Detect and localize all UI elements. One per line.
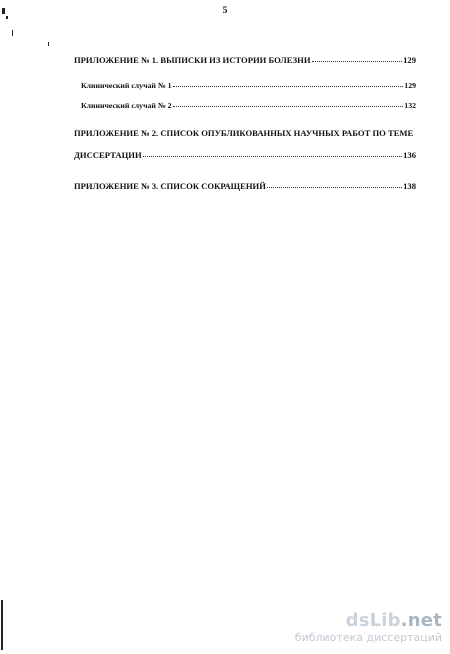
toc-entry-appendix-1[interactable] bbox=[74, 55, 416, 65]
watermark-logo bbox=[262, 611, 442, 631]
toc-leader-dots bbox=[173, 85, 404, 87]
toc-entry-page: 138 bbox=[403, 181, 416, 191]
toc-entry-page: 132 bbox=[404, 101, 416, 110]
toc-leader-dots bbox=[267, 186, 402, 188]
toc-entry-label: Клинический случай № 2 bbox=[81, 101, 172, 110]
toc-entry-label: Клинический случай № 1 bbox=[81, 81, 172, 90]
toc-entry-label: ДИССЕРТАЦИИ bbox=[74, 150, 142, 160]
toc-entry-page: 136 bbox=[403, 150, 416, 160]
toc-entry-page: 129 bbox=[403, 55, 416, 65]
toc-leader-dots bbox=[143, 155, 402, 157]
watermark bbox=[262, 611, 442, 644]
toc-entry-page: 129 bbox=[404, 81, 416, 90]
watermark-logo-main: dsLib bbox=[345, 610, 401, 631]
toc-leader-dots bbox=[173, 105, 404, 107]
watermark-tagline: библиотека диссертаций bbox=[294, 631, 442, 644]
toc-entry-label: ПРИЛОЖЕНИЕ № 1. ВЫПИСКИ ИЗ ИСТОРИИ БОЛЕЗНИ bbox=[74, 55, 311, 65]
toc-entry-case-1[interactable] bbox=[81, 81, 416, 91]
toc-leader-dots bbox=[312, 60, 403, 62]
watermark-logo-suffix: .net bbox=[400, 610, 442, 631]
toc-entry-appendix-2[interactable] bbox=[74, 150, 416, 160]
toc-entry-appendix-2-line1[interactable]: ПРИЛОЖЕНИЕ № 2. СПИСОК ОПУБЛИКОВАННЫХ НАУЧНЫХ РАБОТ ПО ТЕМЕ bbox=[74, 128, 414, 138]
page-number: 5 bbox=[222, 6, 228, 16]
toc-entry-appendix-3[interactable] bbox=[74, 181, 416, 191]
toc-entry-case-2[interactable] bbox=[81, 101, 416, 111]
toc-entry-label: ПРИЛОЖЕНИЕ № 3. СПИСОК СОКРАЩЕНИЙ bbox=[74, 181, 266, 191]
